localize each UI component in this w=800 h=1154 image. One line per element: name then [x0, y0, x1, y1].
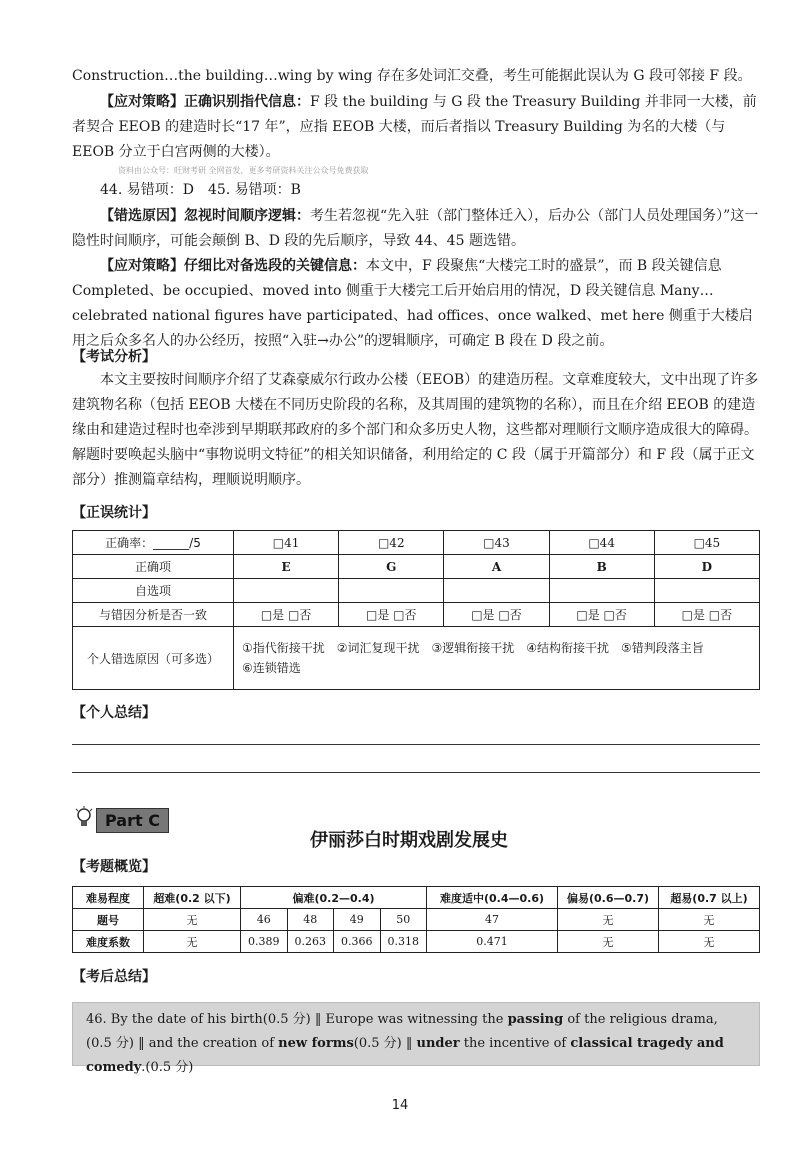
match-41[interactable]: □是 □否: [234, 603, 339, 627]
header-medium: 难度适中(0.4—0.6): [427, 887, 558, 909]
summary-line-2[interactable]: [72, 772, 760, 773]
header-very-easy: 超易(0.7 以上): [659, 887, 760, 909]
table-row: [73, 579, 760, 603]
self-44[interactable]: [549, 579, 654, 603]
q46-key-passing: passing: [507, 1012, 564, 1027]
strategy-2: [72, 254, 762, 354]
summary-line-1[interactable]: [72, 744, 760, 745]
cell: 无: [659, 909, 760, 931]
header-easy: 偏易(0.6—0.7): [558, 887, 659, 909]
q45-checkbox[interactable]: □45: [654, 531, 759, 555]
cell: 0.366: [334, 931, 381, 953]
header-very-hard: 超难(0.2 以下): [144, 887, 241, 909]
reason-options-line1: ①指代衔接干扰 ②词汇复现干扰 ③逻辑衔接干扰 ④结构衔接干扰 ⑤错判段落主旨: [242, 641, 704, 655]
cell: 0.389: [241, 931, 288, 953]
q46-text: the incentive of: [459, 1036, 571, 1051]
q46-text: of the religious drama, (0.5 分) ‖ and the creation of: [86, 1012, 718, 1051]
stats-table: [72, 530, 760, 690]
reason-options-line2: ⑥连锁错选: [242, 661, 301, 675]
q46-key-under: under: [416, 1036, 460, 1051]
row-difficulty-label: 难度系数: [73, 931, 144, 953]
cell: 无: [144, 931, 241, 953]
self-45[interactable]: [654, 579, 759, 603]
cell: 无: [558, 909, 659, 931]
correct-label: 正确项: [73, 555, 234, 579]
part-c-title: 伊丽莎白时期戏剧发展史: [310, 830, 508, 851]
cell: 49: [334, 909, 381, 931]
table-row: [73, 627, 760, 690]
self-42[interactable]: [339, 579, 444, 603]
match-44[interactable]: □是 □否: [549, 603, 654, 627]
self-label: 自选项: [73, 579, 234, 603]
personal-reason-label: 个人错选原因（可多选）: [73, 627, 234, 690]
table-row: [73, 909, 760, 931]
table-row: [73, 603, 760, 627]
overview-title: 【考题概览】: [72, 859, 156, 875]
page-number: 14: [391, 1098, 409, 1113]
reason-options[interactable]: [234, 627, 760, 690]
cell: 0.471: [427, 931, 558, 953]
self-41[interactable]: [234, 579, 339, 603]
table-row: [73, 555, 760, 579]
self-43[interactable]: [444, 579, 549, 603]
intro-line: Construction…the building…wing by wing 存在多处词汇交叠，考生可能据此误认为 G 段可邻接 F 段。: [72, 68, 752, 84]
strategy-1-text: F 段 the building 与 G 段 the Treasury Building 并非同一大楼，前者契合 EEOB 的建造时长“17 年”，应指 EEOB 大楼，而后者指以 Treasury Building 为名的大楼（与 EEOB 分立于白宫两侧的大楼）。: [72, 94, 757, 160]
match-43[interactable]: □是 □否: [444, 603, 549, 627]
q43-checkbox[interactable]: □43: [444, 531, 549, 555]
q46-key-classical: classical tragedy and comedy: [86, 1036, 724, 1075]
correct-44: B: [549, 555, 654, 579]
correct-42: G: [339, 555, 444, 579]
strategy-1: [72, 90, 762, 165]
cell: 无: [144, 909, 241, 931]
correct-41: E: [234, 555, 339, 579]
q46-answer-box: [72, 1002, 760, 1075]
watermark: 资料由公众号：旺财考研 全网首发，更多考研资料关注公众号免费获取: [118, 166, 369, 175]
header-difficulty: 难易程度: [73, 887, 144, 909]
error-reason-label: 【错选原因】忽视时间顺序逻辑：: [100, 208, 310, 224]
q46-text: .(0.5 分): [141, 1060, 194, 1075]
cell: 0.263: [287, 931, 334, 953]
match-45[interactable]: □是 □否: [654, 603, 759, 627]
analysis-title: 【考试分析】: [72, 349, 156, 365]
header-hard: 偏难(0.2—0.4): [241, 887, 427, 909]
part-c-badge: Part C: [96, 808, 169, 833]
cell: 50: [380, 909, 427, 931]
table-row: [73, 887, 760, 909]
correct-45: D: [654, 555, 759, 579]
cell: 46: [241, 909, 288, 931]
summary-title: 【个人总结】: [72, 705, 156, 721]
error-items: 44. 易错项：D 45. 易错项：B: [100, 182, 301, 198]
table-row: [73, 531, 760, 555]
error-reason: [72, 204, 762, 254]
row-question-label: 题号: [73, 909, 144, 931]
q42-checkbox[interactable]: □42: [339, 531, 444, 555]
table-row: [73, 931, 760, 953]
strategy-2-text: 本文中，F 段聚焦“大楼完工时的盛景”，而 B 段关键信息 Completed、be occupied、moved into 侧重于大楼完工后开始启用的情况，D 段关键信息 Many…celebrated national figures have participated、had offices、once walked、met here 侧重于大楼启用之后众多名人的办公经历，按照“入驻→办公”的逻辑顺序，可确定 B 段在 D 段之前。: [72, 258, 753, 349]
match-42[interactable]: □是 □否: [339, 603, 444, 627]
correct-43: A: [444, 555, 549, 579]
cell: 48: [287, 909, 334, 931]
q46-text: 46. By the date of his birth(0.5 分) ‖ Europe was witnessing the: [86, 1012, 508, 1027]
cell: 47: [427, 909, 558, 931]
match-label: 与错因分析是否一致: [73, 603, 234, 627]
stats-title: 【正误统计】: [72, 505, 156, 521]
strategy-2-label: 【应对策略】仔细比对备选段的关键信息：: [100, 258, 366, 274]
lightbulb-icon: [74, 806, 94, 830]
q41-checkbox[interactable]: □41: [234, 531, 339, 555]
q46-key-new-forms: new forms: [278, 1036, 354, 1051]
overview-table: [72, 886, 760, 953]
after-title: 【考后总结】: [72, 969, 156, 985]
accuracy-cell[interactable]: 正确率：______/5: [73, 531, 234, 555]
cell: 无: [558, 931, 659, 953]
strategy-1-label: 【应对策略】正确识别指代信息：: [100, 94, 310, 110]
analysis-text: 本文主要按时间顺序介绍了艾森豪威尔行政办公楼（EEOB）的建造历程。文章难度较大，文中出现了许多建筑物名称（包括 EEOB 大楼在不同历史阶段的名称，及其周围的建筑物的名称），而且在介绍 EEOB 的建造缘由和建造过程时也牵涉到早期联邦政府的多个部门和众多历史人物，这些都对理顺行文顺序造成很大的障碍。解题时要唤起头脑中“事物说明文特征”的相关知识储备，利用给定的 C 段（属于开篇部分）和 F 段（属于正文部分）推测篇章结构，理顺说明顺序。: [72, 372, 759, 488]
q44-checkbox[interactable]: □44: [549, 531, 654, 555]
cell: 0.318: [380, 931, 427, 953]
error-reason-text: 考生若忽视“先入驻（部门整体迁入），后办公（部门人员处理国务）”这一隐性时间顺序，可能会颠倒 B、D 段的先后顺序，导致 44、45 题选错。: [72, 208, 759, 249]
cell: 无: [659, 931, 760, 953]
q46-text: (0.5 分) ‖: [353, 1036, 417, 1051]
